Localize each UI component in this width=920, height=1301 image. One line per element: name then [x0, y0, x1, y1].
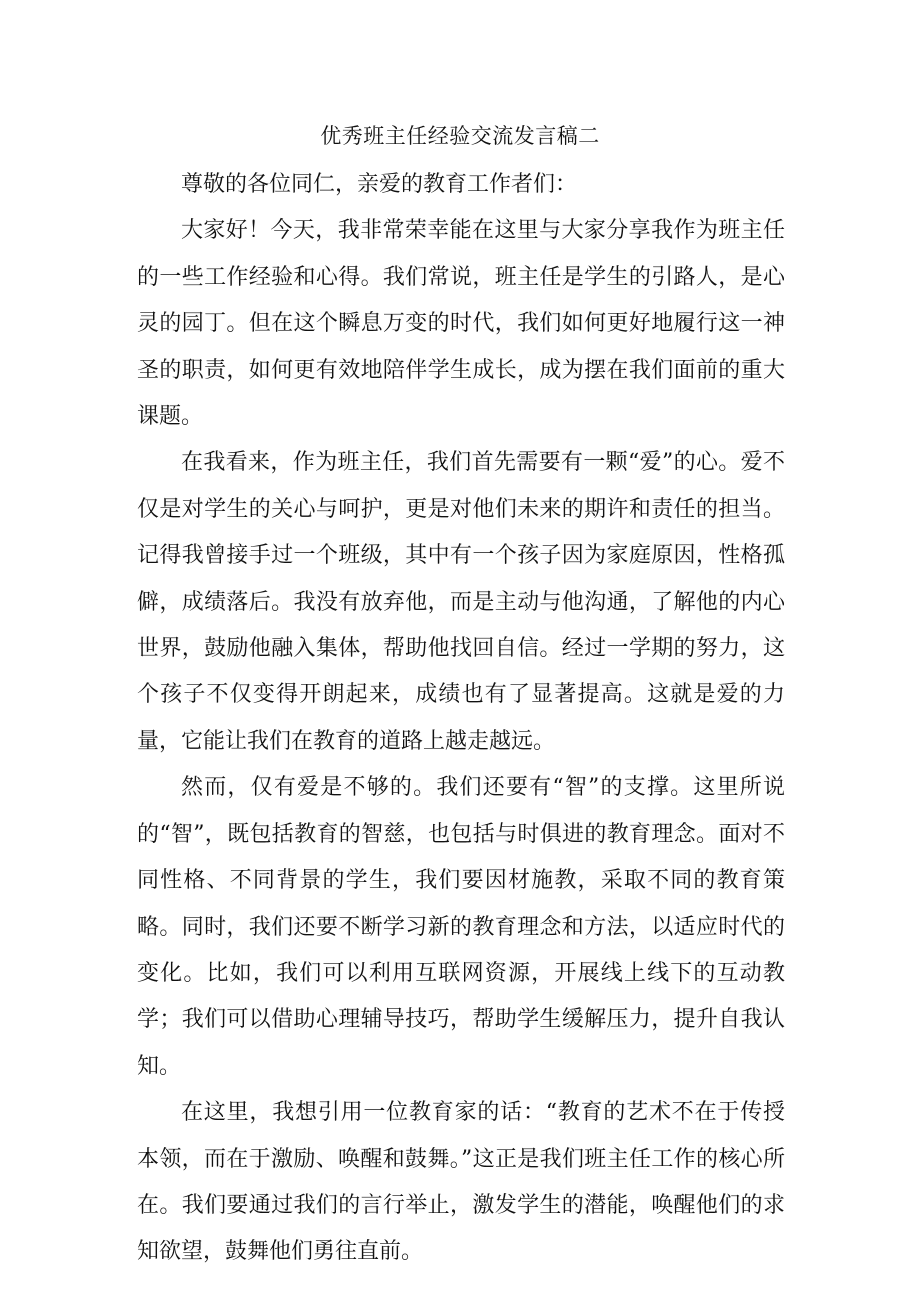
body-paragraph: 大家好！今天，我非常荣幸能在这里与大家分享我作为班主任的一些工作经验和心得。我们常说，班主任是学生的引路人，是心灵的园丁。但在这个瞬息万变的时代，我们如何更好地履行这一神圣的职责，如何更有效地陪伴学生成长，成为摆在我们面前的重大课题。 — [137, 218, 785, 430]
body-paragraph: 在我看来，作为班主任，我们首先需要有一颗“爱”的心。爱不仅是对学生的关心与呵护，更是对他们未来的期许和责任的担当。记得我曾接手过一个班级，其中有一个孩子因为家庭原因，性格孤僻，成绩落后。我没有放弃他，而是主动与他沟通，了解他的内心世界，鼓励他融入集体，帮助他找回自信。经过一学期的努力，这个孩子不仅变得开朗起来，成绩也有了显著提高。这就是爱的力量，它能让我们在教育的道路上越走越远。 — [137, 450, 785, 754]
document-body — [137, 162, 785, 1276]
body-paragraph: 在这里，我想引用一位教育家的话：“教育的艺术不在于传授本领，而在于激励、唤醒和鼓舞。”这正是我们班主任工作的核心所在。我们要通过我们的言行举止，激发学生的潜能，唤醒他们的求知欲望，鼓舞他们勇往直前。 — [137, 1100, 785, 1265]
body-paragraph: 然而，仅有爱是不够的。我们还要有“智”的支撑。这里所说的“智”，既包括教育的智慈，也包括与时俱进的教育理念。面对不同性格、不同背景的学生，我们要因材施教，采取不同的教育策略。同时，我们还要不断学习新的教育理念和方法，以适应时代的变化。比如，我们可以利用互联网资源，开展线上线下的互动教学；我们可以借助心理辅导技巧，帮助学生缓解压力，提升自我认知。 — [137, 775, 785, 1079]
document-title: 优秀班主任经验交流发言稿二 — [320, 124, 600, 148]
salutation-paragraph: 尊敬的各位同仁，亲爱的教育工作者们： — [181, 172, 578, 197]
